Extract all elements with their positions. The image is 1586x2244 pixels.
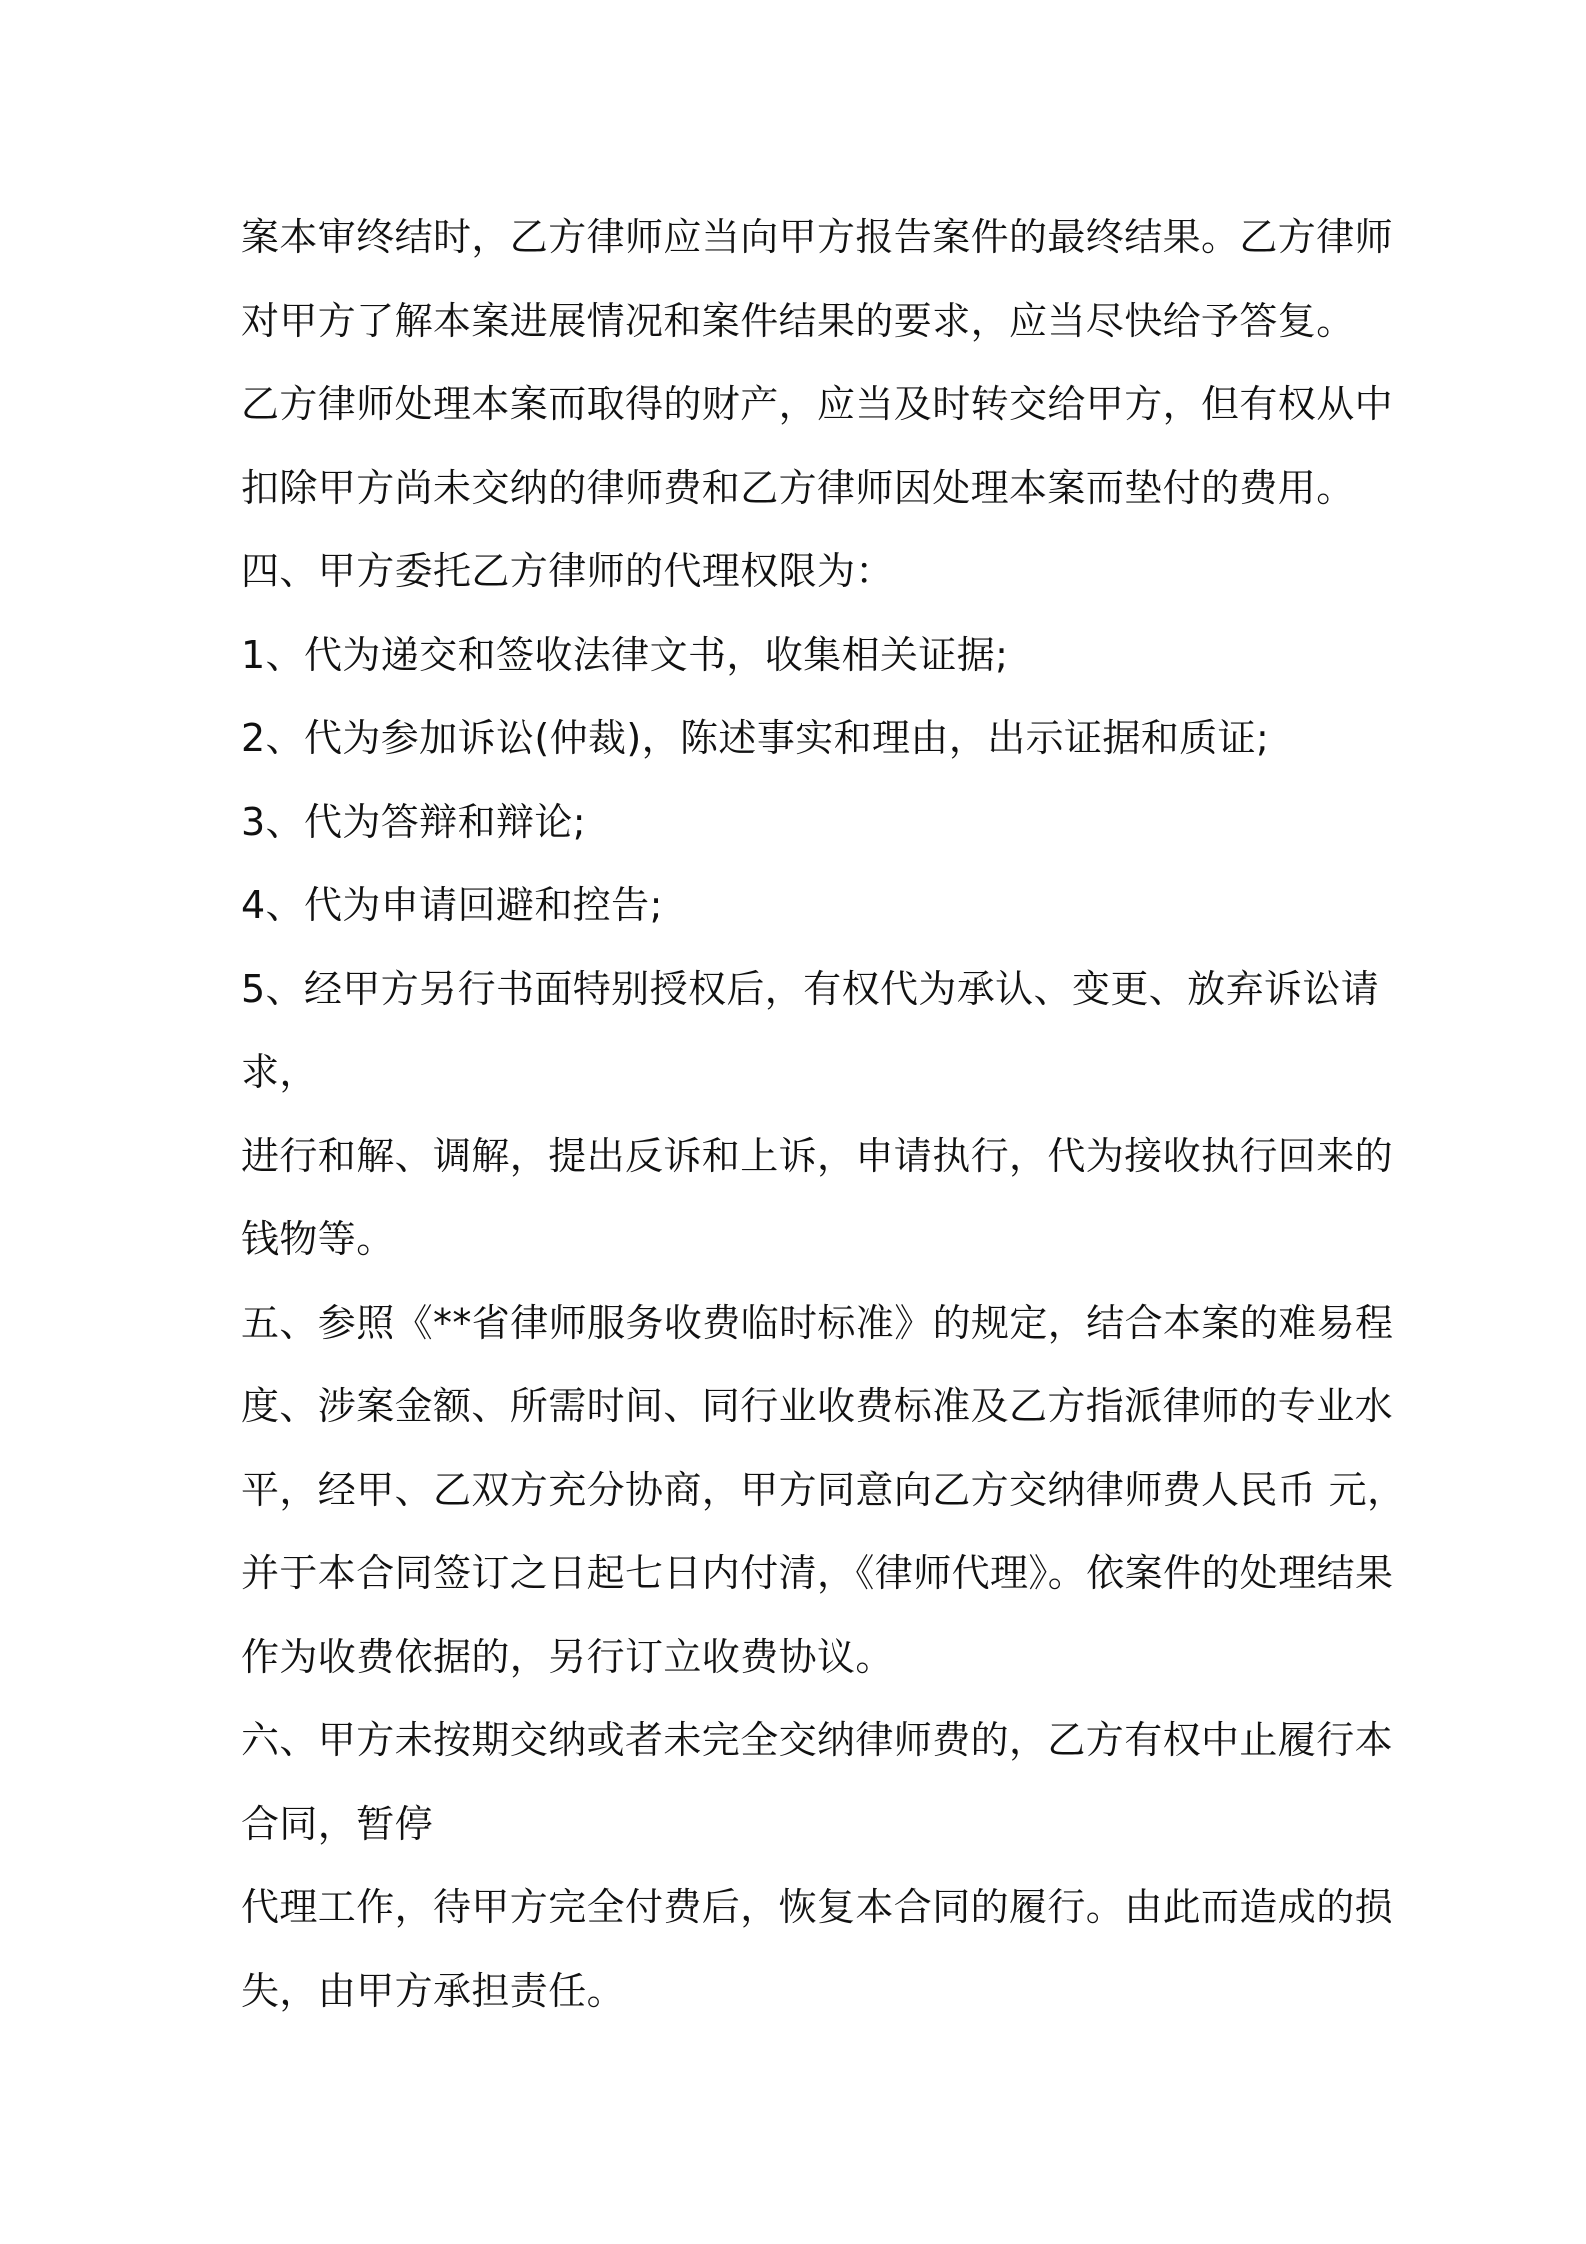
- text-line: 并于本合同签订之日起七日内付清，《律师代理》。依案件的处理结果: [241, 1551, 1394, 1595]
- section-5-line: 五、参照《**省律师服务收费临时标准》的规定，结合本案的难易程: [241, 1300, 1394, 1345]
- list-item-3: 3、代为答辩和辩论;: [241, 799, 586, 844]
- list-item-1: 1、代为递交和签收法律文书，收集相关证据;: [241, 632, 1009, 677]
- text-line: 乙方律师处理本案而取得的财产，应当及时转交给甲方，但有权从中: [241, 382, 1394, 426]
- text-line: 对甲方了解本案进展情况和案件结果的要求，应当尽快给予答复。: [241, 298, 1355, 343]
- text-line: 合同，暂停: [241, 1801, 434, 1846]
- text-line: 失，由甲方承担责任。: [241, 1968, 626, 2013]
- list-item-5: 5、经甲方另行书面特别授权后，有权代为承认、变更、放弃诉讼请: [241, 966, 1380, 1011]
- text-line: 作为收费依据的，另行订立收费协议。: [241, 1634, 894, 1679]
- list-item-4: 4、代为申请回避和控告;: [241, 883, 663, 927]
- document-body: [241, 196, 1406, 2033]
- text-line: 钱物等。: [241, 1217, 395, 1261]
- text-line: 代理工作，待甲方完全付费后，恢复本合同的履行。由此而造成的损: [241, 1885, 1394, 1929]
- section-heading-4: 四、甲方委托乙方律师的代理权限为：: [241, 549, 894, 593]
- section-6-line: 六、甲方未按期交纳或者未完全交纳律师费的，乙方有权中止履行本: [241, 1718, 1394, 1762]
- text-line: 扣除甲方尚未交纳的律师费和乙方律师因处理本案而垫付的费用。: [241, 465, 1355, 510]
- text-line: 平，经甲、乙双方充分协商，甲方同意向乙方交纳律师费人民币 元，: [241, 1467, 1406, 1512]
- text-line: 案本审终结时，乙方律师应当向甲方报告案件的最终结果。乙方律师: [241, 215, 1394, 259]
- list-item-2: 2、代为参加诉讼(仲裁)，陈述事实和理由，出示证据和质证;: [241, 716, 1270, 760]
- text-line: 求，: [241, 1050, 318, 1094]
- text-line: 进行和解、调解，提出反诉和上诉，申请执行，代为接收执行回来的: [241, 1133, 1394, 1178]
- text-line: 度、涉案金额、所需时间、同行业收费标准及乙方指派律师的专业水: [241, 1384, 1394, 1428]
